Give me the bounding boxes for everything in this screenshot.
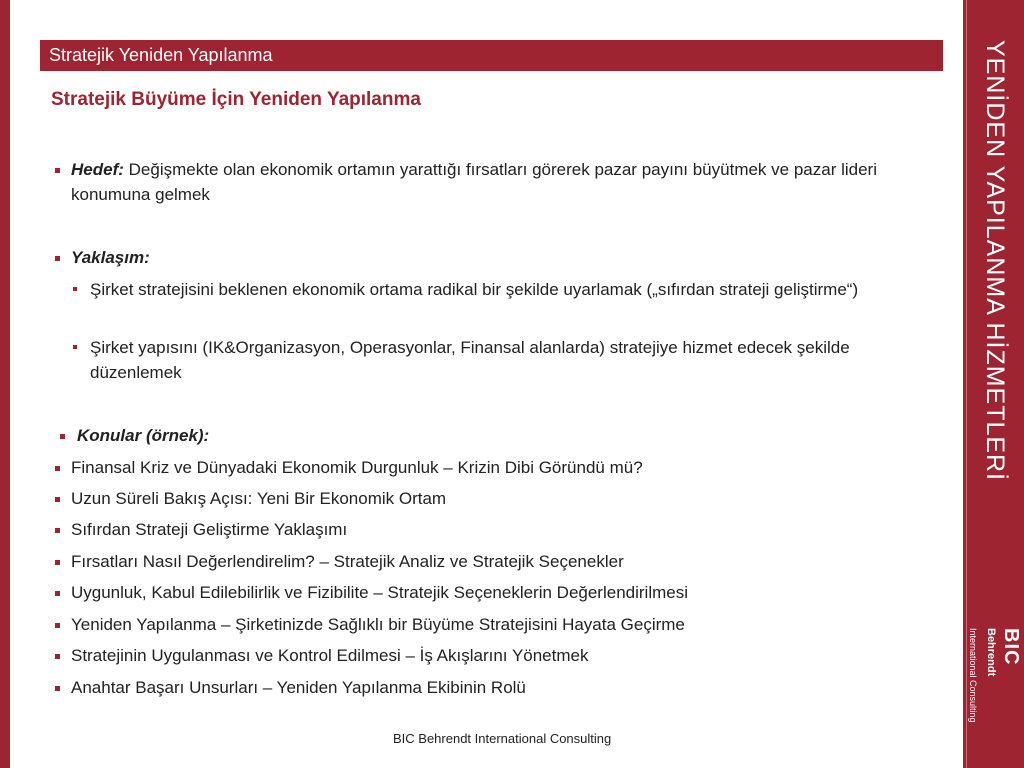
bullet-marker bbox=[73, 345, 77, 349]
bic-logo bbox=[966, 628, 1022, 763]
topic-item: Stratejinin Uygulanması ve Kontrol Edilmesi – İş Akışlarını Yönetmek bbox=[71, 646, 589, 665]
topic-item: Sıfırdan Strateji Geliştirme Yaklaşımı bbox=[71, 520, 348, 539]
bullet-marker bbox=[55, 466, 60, 471]
topic-item: Uygunluk, Kabul Edilebilirlik ve Fizibilite – Stratejik Seçeneklerin Değerlendirilmesi bbox=[71, 583, 688, 602]
bullet-marker bbox=[55, 497, 60, 502]
approach-item: Şirket yapısını (IK&Organizasyon, Operasyonlar, Finansal alanlarda) stratejiye hizmet edecek şekilde düzenlemek bbox=[90, 338, 850, 382]
bullet-marker bbox=[73, 287, 77, 291]
logo-mark: BIC bbox=[1000, 628, 1022, 666]
header-title: Stratejik Yeniden Yapılanma bbox=[49, 45, 273, 65]
slide-subtitle: Stratejik Büyüme İçin Yeniden Yapılanma bbox=[51, 89, 421, 110]
bullet-marker bbox=[60, 434, 65, 439]
topic-item: Anahtar Başarı Unsurları – Yeniden Yapılanma Ekibinin Rolü bbox=[71, 678, 526, 697]
logo-name: Behrendt bbox=[985, 628, 997, 677]
bullet-marker bbox=[55, 256, 60, 261]
goal-item bbox=[71, 157, 941, 207]
approach-item: Şirket stratejisini beklenen ekonomik ortama radikal bir şekilde uyarlamak („sıfırdan strateji geliştirme“) bbox=[90, 280, 859, 299]
goal-text: Değişmekte olan ekonomik ortamın yarattığı fırsatları görerek pazar payını büyütmek ve pazar lideri konumuna gelmek bbox=[71, 160, 877, 204]
topic-item: Fırsatları Nasıl Değerlendirelim? – Stratejik Analiz ve Stratejik Seçenekler bbox=[71, 552, 624, 571]
topic-item: Uzun Süreli Bakış Açısı: Yeni Bir Ekonomik Ortam bbox=[71, 489, 447, 508]
bullet-marker bbox=[55, 591, 60, 596]
goal-label: Hedef: bbox=[71, 160, 124, 179]
topics-label: Konular (örnek): bbox=[77, 426, 210, 445]
logo-subtitle: International Consulting bbox=[968, 628, 978, 723]
approach-label: Yaklaşım: bbox=[71, 248, 150, 267]
side-title: YENİDEN YAPILANMA HİZMETLERİ bbox=[981, 40, 1009, 482]
bullet-marker bbox=[55, 560, 60, 565]
bullet-marker bbox=[55, 686, 60, 691]
topic-item: Finansal Kriz ve Dünyadaki Ekonomik Durgunluk – Krizin Dibi Göründü mü? bbox=[71, 458, 643, 477]
bullet-marker bbox=[55, 528, 60, 533]
footer-text: BIC Behrendt International Consulting bbox=[393, 731, 612, 746]
bullet-marker bbox=[55, 168, 60, 173]
topic-item: Yeniden Yapılanma – Şirketinizde Sağlıklı bir Büyüme Stratejisini Hayata Geçirme bbox=[71, 615, 685, 634]
bullet-marker bbox=[55, 654, 60, 659]
bullet-marker bbox=[55, 623, 60, 628]
